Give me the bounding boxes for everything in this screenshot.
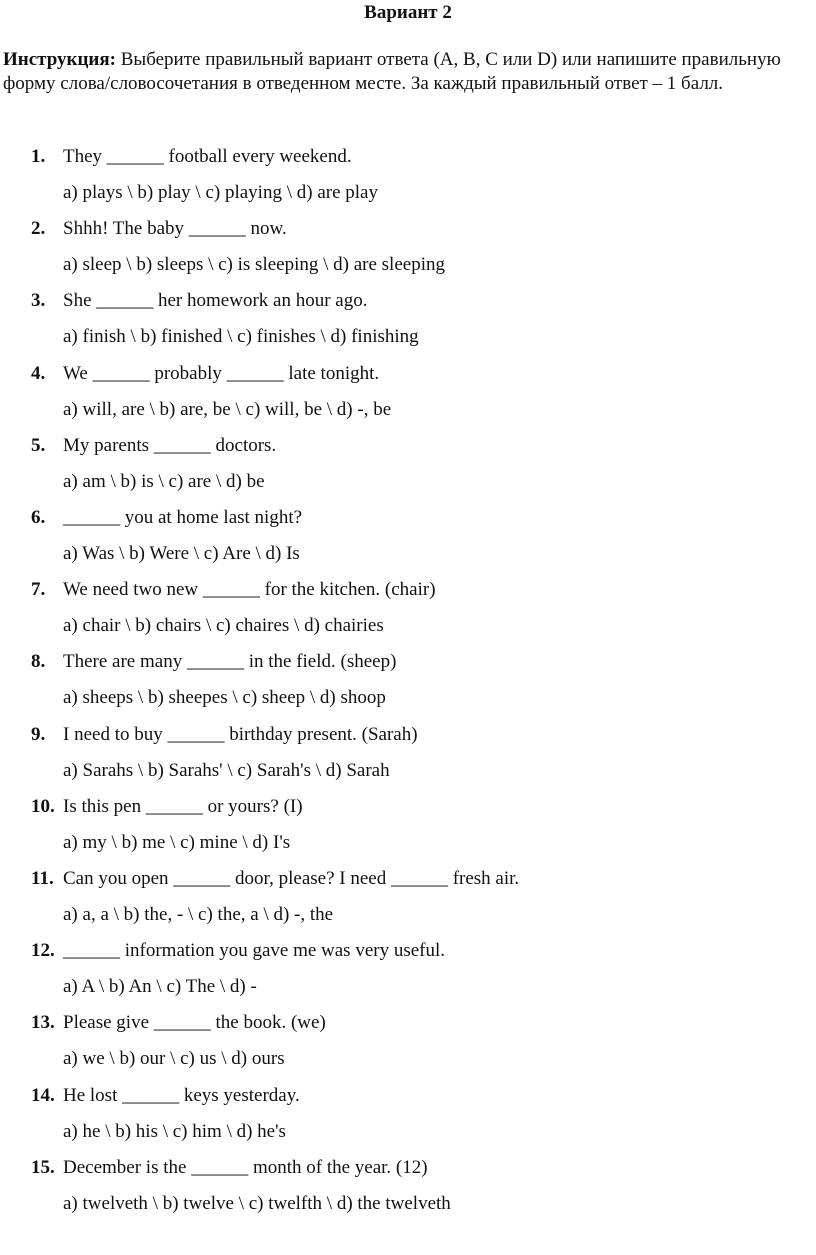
question-text: My parents ______ doctors. xyxy=(63,434,277,456)
question-number: 12. xyxy=(31,940,55,962)
answer-options: a) sleep \ b) sleeps \ c) is sleeping \ d) are sleeping xyxy=(63,254,445,276)
question-text: Can you open ______ door, please? I need ______ fresh air. xyxy=(63,868,520,889)
answer-options: a) we \ b) our \ c) us \ d) ours xyxy=(63,1048,285,1070)
answer-options: a) sheeps \ b) sheepes \ c) sheep \ d) shoop xyxy=(63,687,386,709)
question-number: 7. xyxy=(31,579,46,601)
question-text: We ______ probably ______ late tonight. xyxy=(63,362,380,384)
question-text: Please give ______ the book. (we) xyxy=(63,1012,326,1034)
answer-options: a) Sarahs \ b) Sarahs' \ c) Sarah's \ d) Sarah xyxy=(63,759,390,781)
answer-options: a) a, a \ b) the, - \ c) the, a \ d) -, the xyxy=(63,904,334,925)
question-text: She ______ her homework an hour ago. xyxy=(63,290,368,312)
question-text: I need to buy ______ birthday present. (Sarah) xyxy=(63,723,418,745)
question-text: Shhh! The baby ______ now. xyxy=(63,218,287,240)
answer-options: a) am \ b) is \ c) are \ d) be xyxy=(63,470,265,492)
answer-options: a) will, are \ b) are, be \ c) will, be \ d) -, be xyxy=(63,398,392,420)
instruction xyxy=(3,48,803,96)
answer-options: a) my \ b) me \ c) mine \ d) I's xyxy=(63,831,291,853)
question-text: ______ information you gave me was very useful. xyxy=(63,940,446,962)
answer-options: a) A \ b) An \ c) The \ d) - xyxy=(63,976,257,998)
question-text: They ______ football every weekend. xyxy=(63,146,352,167)
question-text: ______ you at home last night? xyxy=(63,507,303,528)
question-text: December is the ______ month of the year. (12) xyxy=(63,1156,428,1178)
question-number: 13. xyxy=(31,1012,55,1034)
question-number: 10. xyxy=(31,795,55,817)
page-title: Вариант 2 xyxy=(364,2,452,23)
question-number: 4. xyxy=(31,362,46,384)
question-number: 3. xyxy=(31,290,46,312)
question-number: 5. xyxy=(31,434,46,456)
question-number: 1. xyxy=(31,146,46,167)
answer-options: a) finish \ b) finished \ c) finishes \ d) finishing xyxy=(63,326,419,348)
question-text: There are many ______ in the field. (sheep) xyxy=(63,651,397,673)
question-number: 15. xyxy=(31,1156,55,1178)
question-number: 11. xyxy=(31,868,54,889)
answer-options: a) chair \ b) chairs \ c) chaires \ d) chairies xyxy=(63,615,384,637)
question-text: Is this pen ______ or yours? (I) xyxy=(63,795,303,817)
instruction-text: Выберите правильный вариант ответа (A, B, C или D) или напишите правильную форму слова/словосочетания в отведенном месте. За каждый правильный ответ – 1 балл. xyxy=(3,49,781,94)
question-number: 9. xyxy=(31,723,46,745)
answer-options: a) twelveth \ b) twelve \ c) twelfth \ d) the twelveth xyxy=(63,1192,451,1214)
question-number: 14. xyxy=(31,1084,55,1106)
instruction-label: Инструкция: xyxy=(3,49,116,70)
question-number: 6. xyxy=(31,507,46,528)
question-number: 8. xyxy=(31,651,46,673)
question-number: 2. xyxy=(31,218,46,240)
question-text: He lost ______ keys yesterday. xyxy=(63,1084,300,1106)
answer-options: a) he \ b) his \ c) him \ d) he's xyxy=(63,1120,286,1142)
answer-options: a) Was \ b) Were \ c) Are \ d) Is xyxy=(63,543,300,564)
answer-options: a) plays \ b) play \ c) playing \ d) are play xyxy=(63,182,378,203)
question-text: We need two new ______ for the kitchen. (chair) xyxy=(63,579,436,601)
